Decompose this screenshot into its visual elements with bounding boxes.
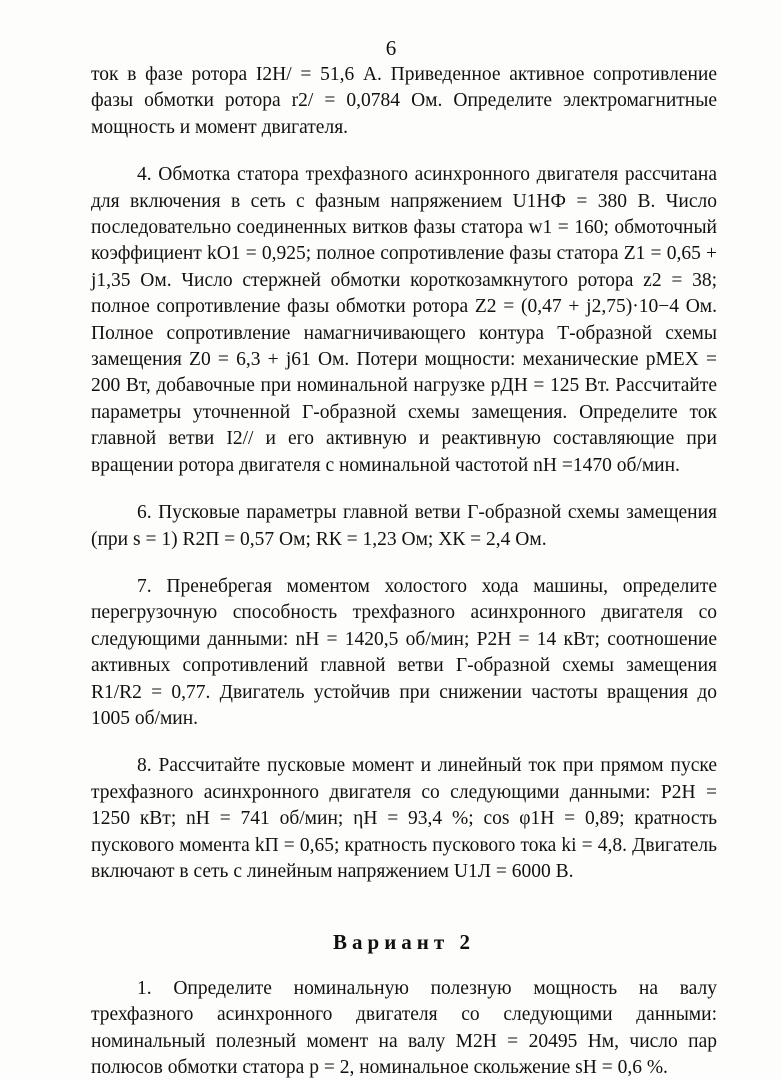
page-number: 6 xyxy=(385,36,397,60)
problem-6: 6. Пусковые параметры главной ветви Г-образной схемы замещения (при s = 1) R2П = 0,57 Ом; RК = 1,23 Ом; XК = 2,4 Ом. xyxy=(91,502,717,550)
section-heading: Вариант 2 xyxy=(333,930,475,955)
problem-4: 4. Обмотка статора трехфазного асинхронного двигателя рассчитана для включения в сеть с фазным напряжением U1НФ = 380 В. Число последовательно соединенных витков фазы статора w1 = 160; обмоточный коэффициент kО1 = 0,925; полное сопротивление фазы статора Z1 = 0,65 + j1,35 Ом. Число стержней обмотки короткозамкнутого ротора z2 = 38; полное сопротивление фазы обмотки ротора Z2 = (0,47 + j2,75)·10−4 Ом. Полное сопротивление намагничивающего контура Т-образной схемы замещения Z0 = 6,3 + j61 Ом. Потери мощности: механические pМЕХ = 200 Вт, добавочные при номинальной нагрузке pДН = 125 Вт. Рассчитайте параметры уточненной Г-образной схемы замещения. Определите ток главной ветви I2// и его активную и реактивную составляющие при вращении ротора двигателя с номинальной частотой nН =1470 об/мин. xyxy=(91,164,717,476)
variant-2-problem-1: 1. Определите номинальную полезную мощность на валу трехфазного асинхронного двигателя со следующими данными: номинальный полезный момент на валу M2Н = 20495 Нм, число пар полюсов обмотки статора p = 2, номинальное скольжение sН = 0,6 %. xyxy=(91,977,717,1078)
problem-8: 8. Рассчитайте пусковые момент и линейный ток при прямом пуске трехфазного асинхронного двигателя со следующими данными: P2Н = 1250 кВт; nН = 741 об/мин; ηН = 93,4 %; cos φ1Н = 0,89; кратность пускового момента kП = 0,65; кратность пускового тока ki = 4,8. Двигатель включают в сеть с линейным напряжением U1Л = 6000 В. xyxy=(91,755,717,882)
paragraph-continuation: ток в фазе ротора I2Н/ = 51,6 А. Приведенное активное сопротивление фазы обмотки ротора r2/ = 0,0784 Ом. Определите электромагнитные мощность и момент двигателя. xyxy=(91,64,717,138)
page-content xyxy=(91,62,717,1081)
problem-7: 7. Пренебрегая моментом холостого хода машины, определите перегрузочную способность трехфазного асинхронного двигателя со следующими данными: nН = 1420,5 об/мин; P2Н = 14 кВт; соотношение активных сопротивлений главной ветви Г-образной схемы замещения R1/R2 = 0,77. Двигатель устойчив при снижении частоты вращения до 1005 об/мин. xyxy=(91,575,717,729)
